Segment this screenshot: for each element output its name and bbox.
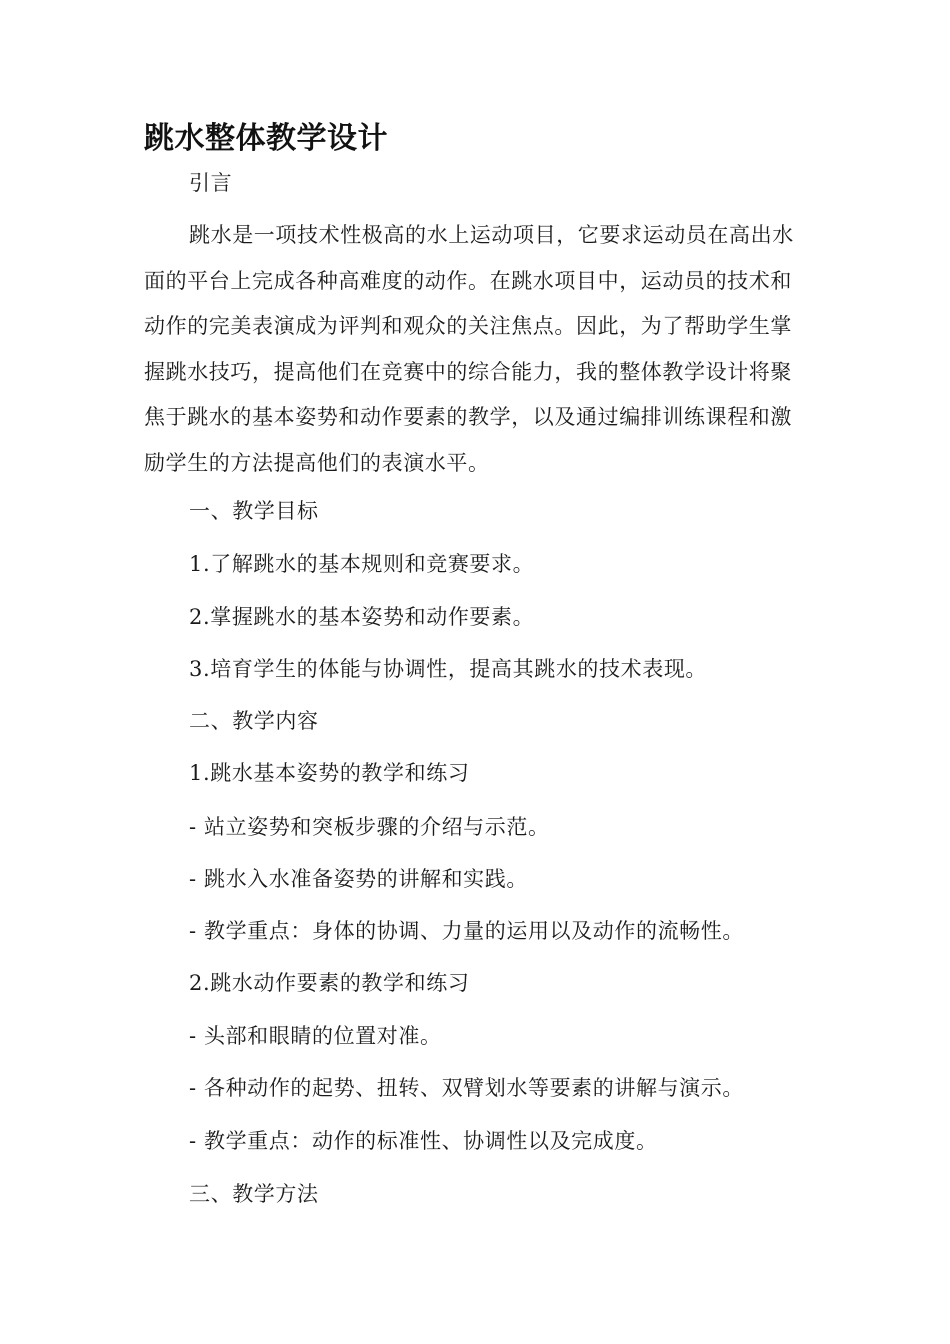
intro-paragraph: 跳水是一项技术性极高的水上运动项目，它要求运动员在高出水面的平台上完成各种高难度的动作。在跳水项目中，运动员的技术和动作的完美表演成为评判和观众的关注焦点。因此，为了帮助学生掌握跳水技巧，提高他们在竞赛中的综合能力，我的整体教学设计将聚焦于跳水的基本姿势和动作要素的教学，以及通过编排训练课程和激励学生的方法提高他们的表演水平。 xyxy=(144,223,794,475)
content-item-heading: 1.跳水基本姿势的教学和练习 xyxy=(189,761,470,785)
objective-item: 2.掌握跳水的基本姿势和动作要素。 xyxy=(189,605,535,629)
content-point: - 站立姿势和突板步骤的介绍与示范。 xyxy=(189,815,550,839)
content-point: - 教学重点：动作的标准性、协调性以及完成度。 xyxy=(189,1129,658,1153)
content-point: - 头部和眼睛的位置对准。 xyxy=(189,1024,442,1048)
intro-heading: 引言 xyxy=(189,171,233,195)
section-heading-content: 二、教学内容 xyxy=(189,709,319,733)
document-title: 跳水整体教学设计 xyxy=(144,121,388,156)
objective-item: 3.培育学生的体能与协调性，提高其跳水的技术表现。 xyxy=(189,657,708,681)
section-heading-methods: 三、教学方法 xyxy=(189,1182,319,1206)
content-point: - 各种动作的起势、扭转、双臂划水等要素的讲解与演示。 xyxy=(189,1076,744,1100)
section-heading-objectives: 一、教学目标 xyxy=(189,499,319,523)
content-item-heading: 2.跳水动作要素的教学和练习 xyxy=(189,971,470,995)
objective-item: 1.了解跳水的基本规则和竞赛要求。 xyxy=(189,552,535,576)
content-point: - 跳水入水准备姿势的讲解和实践。 xyxy=(189,867,528,891)
content-point: - 教学重点：身体的协调、力量的运用以及动作的流畅性。 xyxy=(189,919,744,943)
